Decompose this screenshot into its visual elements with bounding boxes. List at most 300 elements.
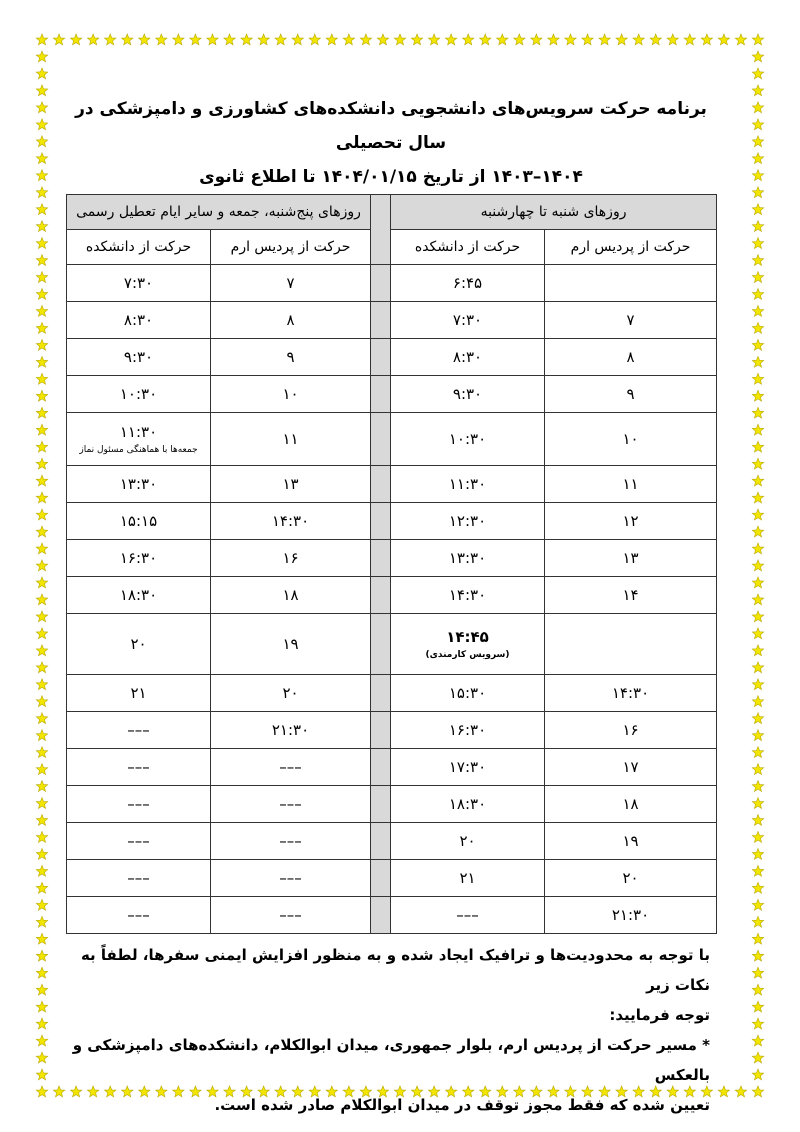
border-star-icon [462, 34, 473, 45]
cell-weekend-faculty-value: ––– [127, 795, 150, 813]
border-star-icon [36, 899, 47, 910]
separator-cell [371, 675, 391, 712]
group-header-weekend: روزهای پنج‌شنبه، جمعه و سایر ایام تعطیل رسمی [67, 195, 371, 230]
cell-weekday-faculty-note: (سرویس کارمندی) [425, 650, 510, 660]
cell-weekend-eram [211, 749, 371, 786]
border-star-icon [36, 441, 47, 452]
cell-weekend-faculty-value: ––– [127, 869, 150, 887]
column-separator [371, 195, 391, 265]
border-star-icon [752, 68, 763, 79]
border-star-icon [224, 34, 235, 45]
table-row [67, 712, 717, 749]
border-star-icon [36, 628, 47, 639]
border-star-icon [752, 221, 763, 232]
border-star-icon [514, 34, 525, 45]
cell-weekday-eram-value: ۲۱:۳۰ [611, 906, 650, 924]
separator-cell [371, 749, 391, 786]
border-star-icon [752, 984, 763, 995]
table-row [67, 540, 717, 577]
border-star-icon [684, 34, 695, 45]
cell-weekday-faculty [391, 302, 545, 339]
cell-weekday-faculty-value: ۲۰ [459, 832, 476, 850]
border-star-icon [701, 34, 712, 45]
border-star-icon [752, 747, 763, 758]
border-star-icon [36, 933, 47, 944]
border-star-icon [752, 526, 763, 537]
border-star-icon [428, 34, 439, 45]
border-star-icon [752, 187, 763, 198]
border-star-icon [752, 1035, 763, 1046]
cell-weekend-eram [211, 786, 371, 823]
table-row [67, 339, 717, 376]
border-star-icon [36, 85, 47, 96]
cell-weekday-eram [545, 503, 717, 540]
cell-weekend-faculty-value: ––– [127, 906, 150, 924]
cell-weekend-faculty [67, 897, 211, 934]
border-star-icon [752, 170, 763, 181]
cell-weekday-faculty-value: ۱۰:۳۰ [448, 430, 487, 448]
border-star-icon [207, 34, 218, 45]
border-star-icon [752, 85, 763, 96]
group-header-weekdays: روزهای شنبه تا چهارشنبه [391, 195, 717, 230]
border-star-icon [36, 204, 47, 215]
border-star-icon [104, 34, 115, 45]
cell-weekend-eram [211, 503, 371, 540]
cell-weekday-faculty-value: ۱۴:۴۵ [446, 628, 489, 646]
border-star-icon [36, 764, 47, 775]
border-star-icon [599, 34, 610, 45]
border-star-icon [36, 170, 47, 181]
cell-weekend-eram-value: ۲۱:۳۰ [271, 721, 310, 739]
border-star-icon [752, 713, 763, 724]
cell-weekend-eram [211, 860, 371, 897]
border-star-icon [36, 458, 47, 469]
border-star-icon [752, 1018, 763, 1029]
cell-weekday-eram-value: ۱۸ [622, 795, 639, 813]
cell-weekday-eram-value: ۱۲ [622, 512, 639, 530]
border-star-icon [752, 933, 763, 944]
cell-weekend-eram [211, 466, 371, 503]
cell-weekend-faculty [67, 614, 211, 675]
cell-weekend-eram [211, 376, 371, 413]
cell-weekend-eram-value: ––– [279, 869, 302, 887]
cell-weekend-eram [211, 712, 371, 749]
cell-weekday-faculty [391, 577, 545, 614]
cell-weekend-eram-value: ۱۹ [282, 635, 299, 653]
cell-weekday-faculty-value: ––– [456, 906, 479, 924]
cell-weekend-faculty-value: ۱۱:۳۰ [119, 423, 158, 441]
cell-weekday-faculty-value: ۱۳:۳۰ [448, 549, 487, 567]
separator-cell [371, 540, 391, 577]
border-star-icon [122, 34, 133, 45]
border-star-icon [36, 289, 47, 300]
border-star-icon [650, 34, 661, 45]
note-line-1: با توجه به محدودیت‌ها و ترافیک ایجاد شده و به منظور افزایش ایمنی سفرها، لطفاً به نکات زیر [80, 946, 710, 994]
border-star-icon [752, 356, 763, 367]
border-star-icon [292, 34, 303, 45]
border-star-icon [752, 730, 763, 741]
border-star-icon [531, 34, 542, 45]
border-star-icon [752, 696, 763, 707]
title-line-2: ۱۴۰۴–۱۴۰۳ از تاریخ ۱۴۰۴/۰۱/۱۵ تا اطلاع ثانوی [199, 167, 583, 187]
cell-weekday-eram [545, 577, 717, 614]
border-star-icon [36, 509, 47, 520]
border-star-icon [190, 34, 201, 45]
cell-weekend-faculty [67, 786, 211, 823]
cell-weekday-eram [545, 413, 717, 466]
cell-weekday-faculty [391, 712, 545, 749]
border-star-icon [752, 102, 763, 113]
border-star-icon [752, 305, 763, 316]
separator-cell [371, 577, 391, 614]
cell-weekday-eram [545, 614, 717, 675]
separator-cell [371, 302, 391, 339]
cell-weekday-faculty [391, 466, 545, 503]
separator-cell [371, 339, 391, 376]
border-star-icon [752, 577, 763, 588]
border-star-icon [36, 373, 47, 384]
border-star-icon [752, 645, 763, 656]
cell-weekday-faculty [391, 614, 545, 675]
cell-weekend-eram-value: ۱۳ [282, 475, 299, 493]
border-star-icon [53, 34, 64, 45]
separator-cell [371, 466, 391, 503]
border-star-icon [752, 848, 763, 859]
border-star-icon [752, 339, 763, 350]
border-star-icon [36, 272, 47, 283]
border-star-icon [36, 696, 47, 707]
border-star-icon [36, 543, 47, 554]
border-star-icon [752, 136, 763, 147]
border-star-icon [752, 475, 763, 486]
border-star-icon [752, 899, 763, 910]
border-star-icon [36, 1001, 47, 1012]
border-star-icon [241, 34, 252, 45]
border-star-icon [565, 34, 576, 45]
table-row [67, 503, 717, 540]
border-star-icon [582, 34, 593, 45]
cell-weekend-faculty [67, 675, 211, 712]
border-star-icon [173, 34, 184, 45]
border-star-icon [752, 611, 763, 622]
border-star-icon [377, 34, 388, 45]
border-star-icon [667, 34, 678, 45]
border-star-icon [718, 34, 729, 45]
separator-cell [371, 265, 391, 302]
separator-cell [371, 712, 391, 749]
border-star-icon [36, 526, 47, 537]
cell-weekday-faculty-value: ۹:۳۰ [452, 385, 483, 403]
border-star-icon [36, 492, 47, 503]
cell-weekday-faculty [391, 786, 545, 823]
table-row [67, 577, 717, 614]
cell-weekend-eram [211, 339, 371, 376]
cell-weekday-eram [545, 466, 717, 503]
cell-weekend-faculty-value: ۷:۳۰ [123, 274, 154, 292]
cell-weekend-faculty [67, 577, 211, 614]
border-star-icon [36, 34, 47, 45]
border-star-icon [36, 221, 47, 232]
cell-weekend-faculty [67, 540, 211, 577]
border-star-icon [36, 967, 47, 978]
cell-weekday-eram-value: ۷ [626, 311, 635, 329]
separator-cell [371, 897, 391, 934]
border-star-icon [752, 373, 763, 384]
separator-cell [371, 860, 391, 897]
separator-cell [371, 823, 391, 860]
cell-weekday-eram-value: ۱۰ [622, 430, 639, 448]
border-star-icon [394, 34, 405, 45]
border-star-icon [36, 865, 47, 876]
border-star-icon [36, 781, 47, 792]
cell-weekday-eram [545, 712, 717, 749]
border-star-icon [752, 238, 763, 249]
border-star-icon [36, 1052, 47, 1063]
cell-weekday-faculty [391, 897, 545, 934]
cell-weekday-eram-value: ۱۷ [622, 758, 639, 776]
border-star-icon [36, 747, 47, 758]
border-star-icon [70, 34, 81, 45]
table-row [67, 786, 717, 823]
cell-weekend-eram [211, 614, 371, 675]
border-star-icon [752, 781, 763, 792]
cell-weekday-faculty-value: ۱۵:۳۰ [448, 684, 487, 702]
cell-weekday-eram [545, 540, 717, 577]
cell-weekend-eram-value: ۷ [286, 274, 295, 292]
cell-weekday-eram [545, 302, 717, 339]
cell-weekend-faculty-value: ۱۶:۳۰ [119, 549, 158, 567]
border-star-icon [752, 1052, 763, 1063]
border-star-icon [87, 34, 98, 45]
border-star-icon [718, 1086, 729, 1097]
border-star-icon [752, 831, 763, 842]
border-star-icon [156, 34, 167, 45]
cell-weekday-faculty [391, 265, 545, 302]
border-star-icon [36, 1018, 47, 1029]
cell-weekday-eram-value: ۱۳ [622, 549, 639, 567]
border-star-icon [36, 713, 47, 724]
cell-weekend-faculty [67, 466, 211, 503]
table-row [67, 897, 717, 934]
cell-weekend-faculty-value: ۱۳:۳۰ [119, 475, 158, 493]
border-star-icon [36, 662, 47, 673]
cell-weekend-faculty [67, 376, 211, 413]
cell-weekend-faculty-value: ۱۰:۳۰ [119, 385, 158, 403]
border-star-icon [36, 51, 47, 62]
header-weekday-from-faculty: حرکت از دانشکده [391, 230, 545, 265]
border-star-icon [752, 1086, 763, 1097]
border-star-icon [275, 34, 286, 45]
cell-weekday-faculty-value: ۷:۳۰ [452, 311, 483, 329]
border-star-icon [752, 798, 763, 809]
page-title [66, 92, 716, 194]
border-star-icon [36, 390, 47, 401]
border-star-icon [752, 119, 763, 130]
border-star-icon [752, 1001, 763, 1012]
cell-weekend-eram [211, 265, 371, 302]
cell-weekday-faculty-value: ۱۱:۳۰ [448, 475, 487, 493]
border-star-icon [36, 645, 47, 656]
cell-weekend-eram [211, 675, 371, 712]
cell-weekday-eram-value: ۹ [626, 385, 635, 403]
border-star-icon [752, 289, 763, 300]
border-star-icon [36, 815, 47, 826]
table-row [67, 823, 717, 860]
border-star-icon [752, 865, 763, 876]
table-row [67, 376, 717, 413]
cell-weekday-eram-value: ۱۱ [622, 475, 639, 493]
border-star-icon [53, 1086, 64, 1097]
cell-weekend-faculty-value: ––– [127, 832, 150, 850]
border-star-icon [752, 153, 763, 164]
cell-weekend-eram-value: ––– [279, 758, 302, 776]
cell-weekday-eram-value: ۱۴ [622, 586, 639, 604]
cell-weekday-eram [545, 339, 717, 376]
cell-weekday-eram-value: ۲۰ [622, 869, 639, 887]
border-star-icon [36, 560, 47, 571]
border-star-icon [36, 322, 47, 333]
table-row [67, 749, 717, 786]
cell-weekday-faculty-value: ۲۱ [459, 869, 476, 887]
border-star-icon [445, 34, 456, 45]
cell-weekend-eram-value: ––– [279, 795, 302, 813]
cell-weekday-faculty-value: ۱۶:۳۰ [448, 721, 487, 739]
note-line-3: * مسیر حرکت از پردیس ارم، بلوار جمهوری، میدان ابوالکلام، دانشکده‌های دامپزشکی و بالعکس [72, 1036, 710, 1084]
border-star-icon [752, 272, 763, 283]
header-weekday-from-eram: حرکت از پردیس ارم [545, 230, 717, 265]
border-star-icon [752, 967, 763, 978]
border-star-icon [752, 458, 763, 469]
separator-cell [371, 503, 391, 540]
border-star-icon [752, 441, 763, 452]
border-star-icon [752, 560, 763, 571]
cell-weekend-eram-value: ––– [279, 906, 302, 924]
cell-weekday-faculty [391, 749, 545, 786]
cell-weekend-eram-value: ۱۴:۳۰ [271, 512, 310, 530]
cell-weekend-faculty [67, 413, 211, 466]
border-star-icon [752, 390, 763, 401]
border-star-icon [36, 679, 47, 690]
border-star-icon [36, 1035, 47, 1046]
table-row [67, 466, 717, 503]
cell-weekday-faculty [391, 540, 545, 577]
border-star-icon [258, 34, 269, 45]
border-star-icon [752, 51, 763, 62]
border-star-icon [36, 831, 47, 842]
border-star-icon [36, 882, 47, 893]
cell-weekday-eram [545, 786, 717, 823]
border-star-icon [752, 950, 763, 961]
border-star-icon [752, 322, 763, 333]
border-star-icon [752, 255, 763, 266]
separator-cell [371, 376, 391, 413]
border-star-icon [497, 34, 508, 45]
border-star-icon [752, 764, 763, 775]
document-body [66, 92, 716, 1120]
cell-weekday-eram [545, 749, 717, 786]
cell-weekend-eram-value: ––– [279, 832, 302, 850]
border-star-icon [36, 238, 47, 249]
note-line-2: توجه فرمایید: [609, 1006, 710, 1024]
cell-weekday-eram [545, 265, 717, 302]
cell-weekend-eram [211, 577, 371, 614]
cell-weekend-faculty [67, 749, 211, 786]
cell-weekday-eram-value: ۱۶ [622, 721, 639, 739]
border-star-icon [752, 204, 763, 215]
cell-weekday-eram-value: ۱۴:۳۰ [611, 684, 650, 702]
separator-cell [371, 614, 391, 675]
border-star-icon [752, 679, 763, 690]
border-star-icon [36, 255, 47, 266]
border-star-icon [36, 68, 47, 79]
border-star-icon [36, 984, 47, 995]
border-star-icon [36, 119, 47, 130]
title-line-1: برنامه حرکت سرویس‌های دانشجویی دانشکده‌های کشاورزی و دامپزشکی در سال تحصیلی [75, 99, 707, 153]
header-weekend-from-faculty: حرکت از دانشکده [67, 230, 211, 265]
border-star-icon [36, 848, 47, 859]
border-star-icon [139, 34, 150, 45]
border-star-icon [752, 424, 763, 435]
border-star-icon [752, 815, 763, 826]
cell-weekday-eram [545, 860, 717, 897]
table-row [67, 302, 717, 339]
notes [66, 940, 716, 1120]
border-star-icon [36, 153, 47, 164]
cell-weekend-eram [211, 897, 371, 934]
border-star-icon [752, 594, 763, 605]
border-star-icon [616, 34, 627, 45]
cell-weekday-eram-value: ۱۹ [622, 832, 639, 850]
border-star-icon [735, 1086, 746, 1097]
cell-weekday-faculty [391, 413, 545, 466]
cell-weekend-faculty-value: ۲۱ [130, 684, 147, 702]
cell-weekend-eram [211, 302, 371, 339]
cell-weekend-eram-value: ۱۰ [282, 385, 299, 403]
cell-weekend-faculty [67, 339, 211, 376]
cell-weekday-faculty [391, 339, 545, 376]
border-star-icon [36, 424, 47, 435]
border-star-icon [480, 34, 491, 45]
border-star-icon [36, 356, 47, 367]
cell-weekday-eram [545, 376, 717, 413]
cell-weekend-eram-value: ۹ [286, 348, 295, 366]
border-star-icon [326, 34, 337, 45]
border-star-icon [752, 662, 763, 673]
schedule-table [66, 194, 717, 934]
border-star-icon [36, 1069, 47, 1080]
cell-weekend-eram-value: ۱۱ [282, 430, 299, 448]
border-star-icon [36, 102, 47, 113]
cell-weekend-eram-value: ۸ [286, 311, 295, 329]
border-star-icon [752, 916, 763, 927]
cell-weekend-faculty [67, 503, 211, 540]
border-star-icon [36, 305, 47, 316]
cell-weekday-faculty [391, 503, 545, 540]
cell-weekday-eram-value: ۸ [626, 348, 635, 366]
border-star-icon [36, 594, 47, 605]
cell-weekday-faculty-value: ۶:۴۵ [452, 274, 483, 292]
table-row [67, 614, 717, 675]
border-star-icon [36, 798, 47, 809]
border-star-icon [36, 950, 47, 961]
cell-weekday-faculty-value: ۸:۳۰ [452, 348, 483, 366]
cell-weekday-faculty-value: ۱۲:۳۰ [448, 512, 487, 530]
border-star-icon [752, 509, 763, 520]
cell-weekend-faculty-value: ۸:۳۰ [123, 311, 154, 329]
cell-weekend-faculty-value: ۱۵:۱۵ [119, 512, 158, 530]
border-star-icon [411, 34, 422, 45]
cell-weekday-faculty-value: ۱۴:۳۰ [448, 586, 487, 604]
